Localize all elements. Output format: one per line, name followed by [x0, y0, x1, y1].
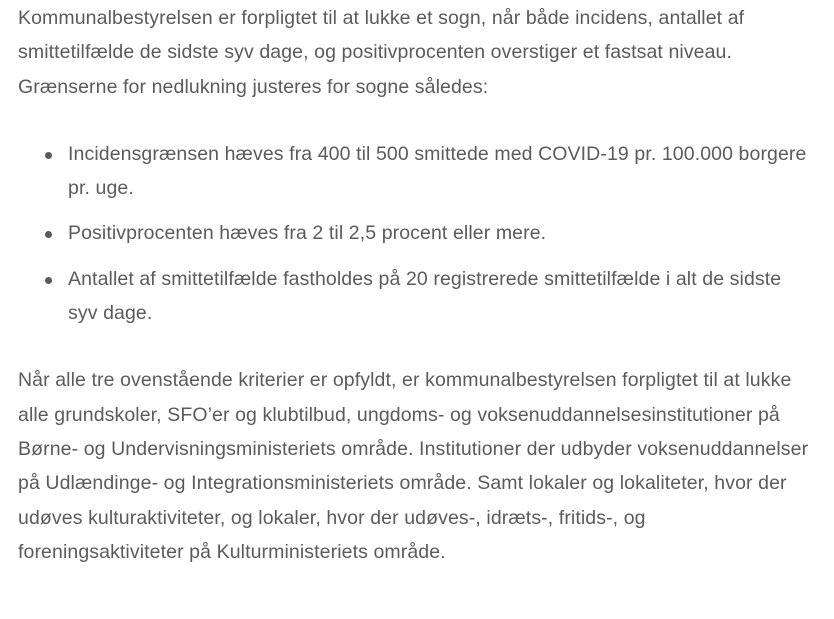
list-item-text: Incidensgrænsen hæves fra 400 til 500 smittede med COVID-19 pr. 100.000 borgere pr. uge.: [68, 142, 807, 200]
list-item: [68, 262, 816, 331]
bullet-icon: [45, 231, 52, 238]
list-item-text: Antallet af smittetilfælde fastholdes på 20 registrerede smittetilfælde i alt de sidste syv dage.: [68, 267, 782, 325]
conclusion-paragraph: Når alle tre ovenstående kriterier er opfyldt, er kommunalbestyrelsen forpligtet til at lukke alle grundskoler, SFO’er og klubtilbud, ungdoms- og voksenuddannelsesinstitutioner på Børne- og Undervisningsministeriets område. Institutioner der udbyder voksenuddannelser på Udlændinge- og Integrationsministeriets område. Samt lokaler og lokaliteter, hvor der udøves kulturaktiviteter, og lokaler, hvor der udøves-, idræts-, fritids-, og foreningsaktiviteter på Kulturministeriets område.: [18, 369, 809, 563]
bullet-icon: [45, 277, 52, 284]
bullet-icon: [45, 152, 52, 159]
list-item-text: Positivprocenten hæves fra 2 til 2,5 procent eller mere.: [68, 222, 547, 245]
intro-paragraph: Kommunalbestyrelsen er forpligtet til at lukke et sogn, når både incidens, antallet af smittetilfælde de sidste syv dage, og positivprocenten overstiger et fastsat niveau. Grænserne for nedlukning justeres for sogne således:: [18, 7, 745, 98]
list-item: [68, 216, 816, 250]
list-item: [68, 137, 816, 206]
criteria-list: [18, 137, 816, 330]
